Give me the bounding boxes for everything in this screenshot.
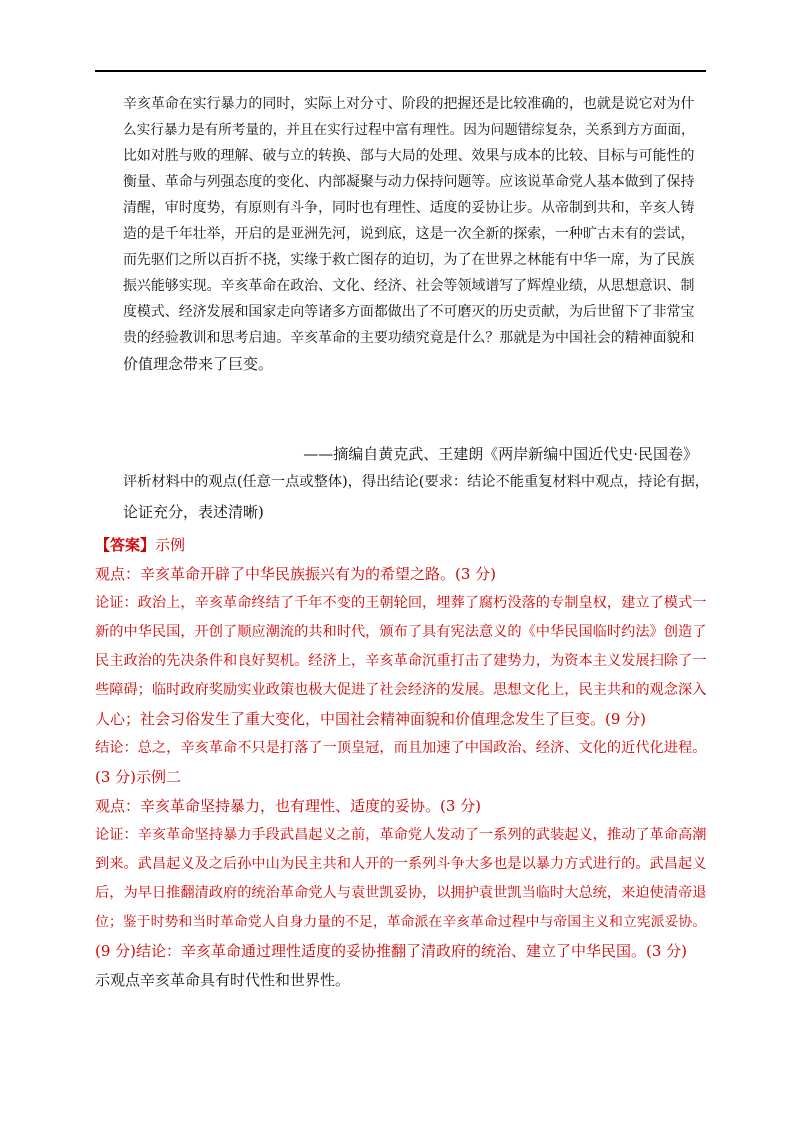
answer-line: 些障碍；临时政府奖励实业政策也极大促进了社会经济的发展。思想文化上，民主共和的观念深入 <box>95 682 707 698</box>
header-rule <box>95 70 706 72</box>
answer-line: 论证：政治上，辛亥革命终结了千年不变的王朝轮回，埋葬了腐朽没落的专制皇权，建立了模式一 <box>95 595 707 611</box>
material-source-citation: ——摘编自黄克武、王建朗《两岸新编中国近代史·民国卷》 <box>303 445 698 463</box>
answer-line: (9 分)结论：辛亥革命通过理性适度的妥协推翻了清政府的统治、建立了中华民国。(3 分) <box>95 942 688 960</box>
answer-line: 观点：辛亥革命坚持暴力，也有理性、适度的妥协。(3 分) <box>95 797 482 815</box>
answer-section <box>95 531 710 995</box>
answer-line: 位；鉴于时势和当时革命党人自身力量的不足，革命派在辛亥革命过程中与帝国主义和立宪派妥协。 <box>95 914 707 930</box>
answer-line: 观点：辛亥革命开辟了中华民族振兴有为的希望之路。(3 分) <box>95 565 497 583</box>
answer-line: 新的中华民国，开创了顺应潮流的共和时代，颁布了具有宪法意义的《中华民国临时约法》创造了 <box>95 624 707 640</box>
material-line: 比如对胜与败的理解、破与立的转换、部与大局的处理、效果与成本的比较、目标与可能性的 <box>123 148 695 164</box>
answer-line: 到来。武昌起义及之后孙中山为民主共和人开的一系列斗争大多也是以暴力方式进行的。武昌起义 <box>95 856 707 872</box>
question-prompt <box>123 467 713 527</box>
answer-line: 论证：辛亥革命坚持暴力手段武昌起义之前，革命党人发动了一系列的武装起义，推动了革命高潮 <box>95 827 707 843</box>
answer-heading <box>95 531 710 560</box>
material-line: 度模式、经济发展和国家走向等诸多方面都做出了不可磨灭的历史贡献，为后世留下了非常宝 <box>123 304 695 320</box>
material-line: 辛亥革命在实行暴力的同时，实际上对分寸、阶段的把握还是比较准确的，也就是说它对为什 <box>123 96 695 112</box>
material-line: 振兴能够实现。辛亥革命在政治、文化、经济、社会等领域谱写了辉煌业绩，从思想意识、制 <box>123 278 695 294</box>
material-line: 造的是千年壮举，开启的是亚洲先河，说到底，这是一次全新的探索，一种旷古未有的尝试， <box>123 226 695 242</box>
answer-line: 民主政治的先决条件和良好契机。经济上，辛亥革命沉重打击了建势力，为资本主义发展扫除了一 <box>95 653 707 669</box>
answer-line: 后，为早日推翻清政府的统治革命党人与袁世凯妥协，以拥护袁世凯当临时大总统，来迫使清帝退 <box>95 885 707 901</box>
material-line: 而先驱们之所以百折不挠，实缘于救亡图存的迫切，为了在世界之林能有中华一席，为了民族 <box>123 252 695 268</box>
question-line: 评析材料中的观点(任意一点或整体)，得出结论(要求：结论不能重复材料中观点，持论有据， <box>123 474 710 490</box>
answer-heading-text: 示例 <box>155 536 186 554</box>
answer-line: 人心；社会习俗发生了重大变化，中国社会精神面貌和价值理念发生了巨变。(9 分) <box>95 710 647 728</box>
material-line: 贵的经验教训和思考启迪。辛亥革命的主要功绩究竟是什么？那就是为中国社会的精神面貌和 <box>123 330 695 346</box>
answer-tag: 【答案】 <box>95 536 156 554</box>
answer-line: 结论：总之，辛亥革命不只是打落了一顶皇冠，而且加速了中国政治、经济、文化的近代化进程。 <box>95 740 707 756</box>
question-line: 论证充分，表述清晰) <box>123 503 264 521</box>
material-line: 衡量、革命与列强态度的变化、内部凝聚与动力保持问题等。应该说革命党人基本做到了保持 <box>123 174 695 190</box>
answer-final-line: 示观点辛亥革命具有时代性和世界性。 <box>95 971 351 989</box>
material-line: 价值理念带来了巨变。 <box>123 355 274 373</box>
material-line: 清醒，审时度势，有原则有斗争，同时也有理性、适度的妥协让步。从帝制到共和，辛亥人铸 <box>123 200 695 216</box>
material-line: 么实行暴力是有所考量的，并且在实行过程中富有理性。因为问题错综复杂，关系到方方面面， <box>123 122 695 138</box>
answer-line: (3 分)示例二 <box>95 768 182 786</box>
material-passage <box>123 91 698 377</box>
